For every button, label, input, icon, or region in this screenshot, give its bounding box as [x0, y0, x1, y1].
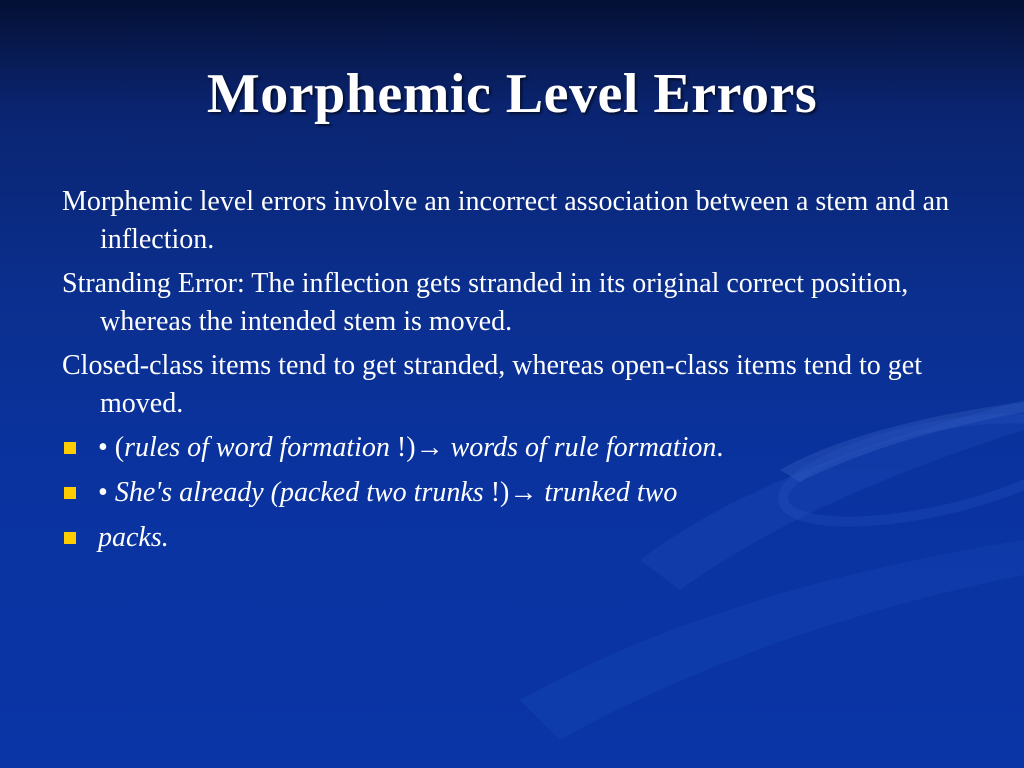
paragraph-closed-class: Closed-class items tend to get stranded, whereas open-class items tend to get moved. [62, 350, 923, 419]
bullet-phrase: She's already (packed two trunks [114, 477, 484, 508]
bullet-example-trunks [62, 474, 962, 512]
right-arrow-icon: → [415, 432, 444, 463]
slide-body [62, 183, 962, 564]
paragraph-stranding-error: Stranding Error: The inflection gets stranded in its original correct position, whereas the intended stem is moved. [62, 268, 909, 337]
square-bullet-icon [64, 487, 76, 499]
bullet-example-packs [62, 519, 962, 557]
bullet-result: trunked two [537, 477, 678, 508]
bullet-result: words of rule formation [443, 432, 717, 463]
bullet-lead: • [98, 477, 115, 508]
bullet-lead: • ( [98, 432, 125, 463]
bullet-close: !) [483, 477, 510, 508]
square-bullet-icon [64, 442, 76, 454]
bullet-phrase: rules of word formation [124, 432, 390, 463]
slide-title: Morphemic Level Errors [206, 63, 818, 125]
bullet-end: . [716, 432, 724, 463]
paragraph-morphemic-errors: Morphemic level errors involve an incorrect association between a stem and an inflection. [62, 186, 950, 255]
bullet-example-rules [62, 429, 962, 467]
square-bullet-icon [64, 532, 76, 544]
bullet-close: !) [389, 432, 416, 463]
right-arrow-icon: → [509, 477, 538, 508]
bullet-text: packs. [98, 522, 169, 553]
